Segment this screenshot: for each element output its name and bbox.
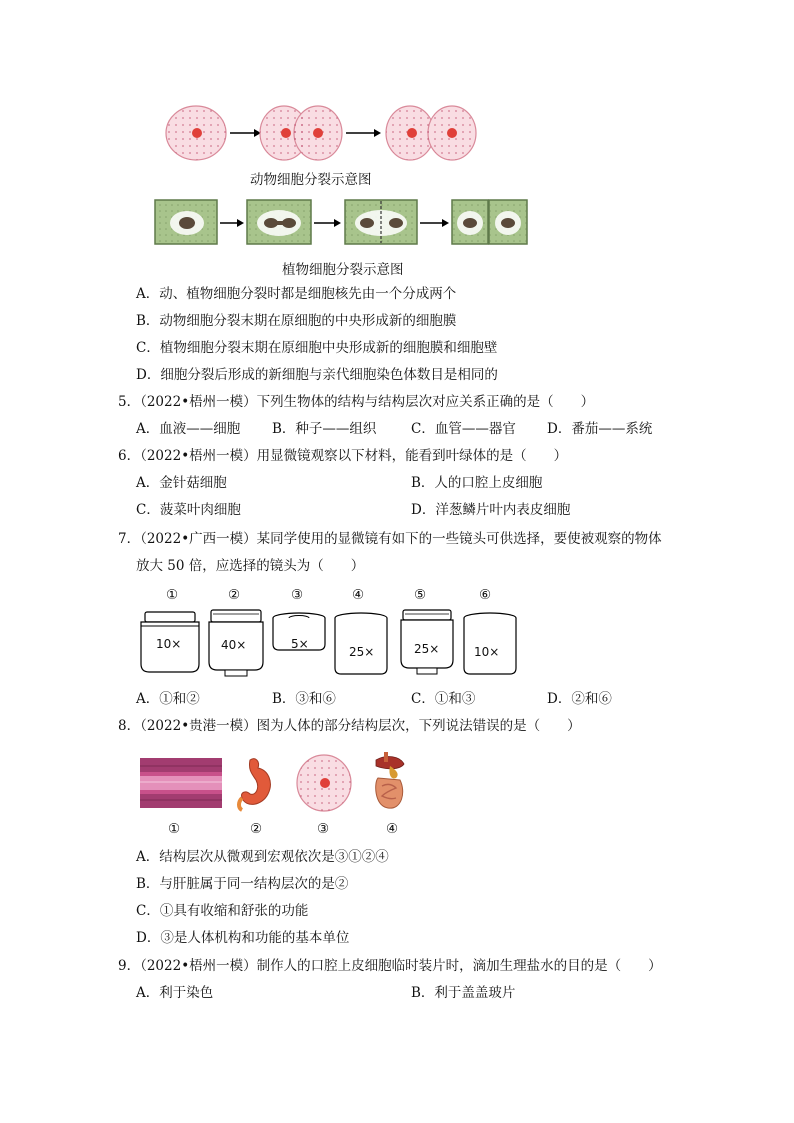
animal-cell-1 xyxy=(166,106,226,160)
q4-option-c: C．植物细胞分裂末期在原细胞中央形成新的细胞膜和细胞壁 xyxy=(136,340,498,356)
q6-option-d: D．洋葱鳞片叶内表皮细胞 xyxy=(411,502,571,518)
plant-cell-division-figure xyxy=(152,197,532,249)
animal-daughter-cells xyxy=(386,106,476,160)
plant-caption: 植物细胞分裂示意图 xyxy=(282,262,404,278)
lens-label-2: 40× xyxy=(221,638,247,652)
animal-cell-division-figure xyxy=(160,102,490,164)
lens-label-5: 25× xyxy=(414,642,440,656)
plant-cell-2 xyxy=(247,200,311,244)
q6-option-b: B．人的口腔上皮细胞 xyxy=(411,475,543,491)
digestive-system-image xyxy=(376,752,404,808)
q8-option-c: C．①具有收缩和舒张的功能 xyxy=(136,903,309,919)
lens-number-5: ⑤ xyxy=(414,587,427,603)
q9-option-a: A．利于染色 xyxy=(136,985,214,1001)
q5-option-d: D．番茄——系统 xyxy=(547,421,653,437)
lens-label-3: 5× xyxy=(291,637,309,651)
q9-option-b: B．利于盖盖玻片 xyxy=(411,985,516,1001)
fig-number-3: ③ xyxy=(317,821,330,837)
animal-cell-dividing xyxy=(260,106,342,160)
q8-option-b: B．与肝脏属于同一结构层次的是② xyxy=(136,876,349,892)
cell-image xyxy=(297,755,351,811)
q9-stem: 9．（2022•梧州一模）制作人的口腔上皮细胞临时装片时，滴加生理盐水的目的是（ ） xyxy=(118,958,662,974)
q5-stem: 5．（2022•梧州一模）下列生物体的结构与结构层次对应关系正确的是（ ） xyxy=(118,394,595,410)
arrow-head-2 xyxy=(374,129,381,137)
q6-option-c: C．菠菜叶肉细胞 xyxy=(136,502,241,518)
q8-option-d: D．③是人体机构和功能的基本单位 xyxy=(136,930,350,946)
q8-stem: 8．（2022•贵港一模）图为人体的部分结构层次，下列说法错误的是（ ） xyxy=(118,718,581,734)
q7-stem-line2: 放大 50 倍，应选择的镜头为（ ） xyxy=(136,558,365,574)
plant-cell-3 xyxy=(345,200,417,244)
q5-option-c: C．血管——器官 xyxy=(411,421,516,437)
q7-option-d: D．②和⑥ xyxy=(547,691,612,707)
fig-number-1: ① xyxy=(168,821,181,837)
animal-caption: 动物细胞分裂示意图 xyxy=(250,172,372,188)
lens-label-4: 25× xyxy=(349,645,375,659)
lens-number-6: ⑥ xyxy=(479,587,492,603)
fig-number-2: ② xyxy=(250,821,263,837)
lens-number-4: ④ xyxy=(352,587,365,603)
q7-option-a: A．①和② xyxy=(136,691,200,707)
fig-number-4: ④ xyxy=(386,821,399,837)
plant-cell-1 xyxy=(155,200,217,244)
lens-number-3: ③ xyxy=(291,587,304,603)
q5-option-b: B．种子——组织 xyxy=(272,421,377,437)
lens-number-1: ① xyxy=(166,587,179,603)
q7-option-c: C．①和③ xyxy=(411,691,476,707)
microscope-lenses-figure xyxy=(135,606,525,682)
lens-number-2: ② xyxy=(228,587,241,603)
stomach-image xyxy=(239,759,270,810)
lens-label-6: 10× xyxy=(474,645,500,659)
human-structure-levels-figure xyxy=(138,752,418,814)
q7-option-b: B．③和⑥ xyxy=(272,691,336,707)
lens-label-1: 10× xyxy=(156,637,182,651)
q6-stem: 6．（2022•梧州一模）用显微镜观察以下材料，能看到叶绿体的是（ ） xyxy=(118,448,568,464)
q4-option-b: B．动物细胞分裂末期在原细胞的中央形成新的细胞膜 xyxy=(136,313,457,329)
q4-option-a: A．动、植物细胞分裂时都是细胞核先由一个分成两个 xyxy=(136,286,457,302)
muscle-tissue-image xyxy=(140,758,222,808)
q8-option-a: A．结构层次从微观到宏观依次是③①②④ xyxy=(136,849,389,865)
q6-option-a: A．金针菇细胞 xyxy=(136,475,227,491)
plant-cell-4 xyxy=(452,200,527,244)
q5-option-a: A．血液——细胞 xyxy=(136,421,241,437)
q4-option-d: D．细胞分裂后形成的新细胞与亲代细胞染色体数目是相同的 xyxy=(136,367,498,383)
q7-stem-line1: 7．（2022•广西一模）某同学使用的显微镜有如下的一些镜头可供选择，要使被观察的物体 xyxy=(118,531,662,547)
